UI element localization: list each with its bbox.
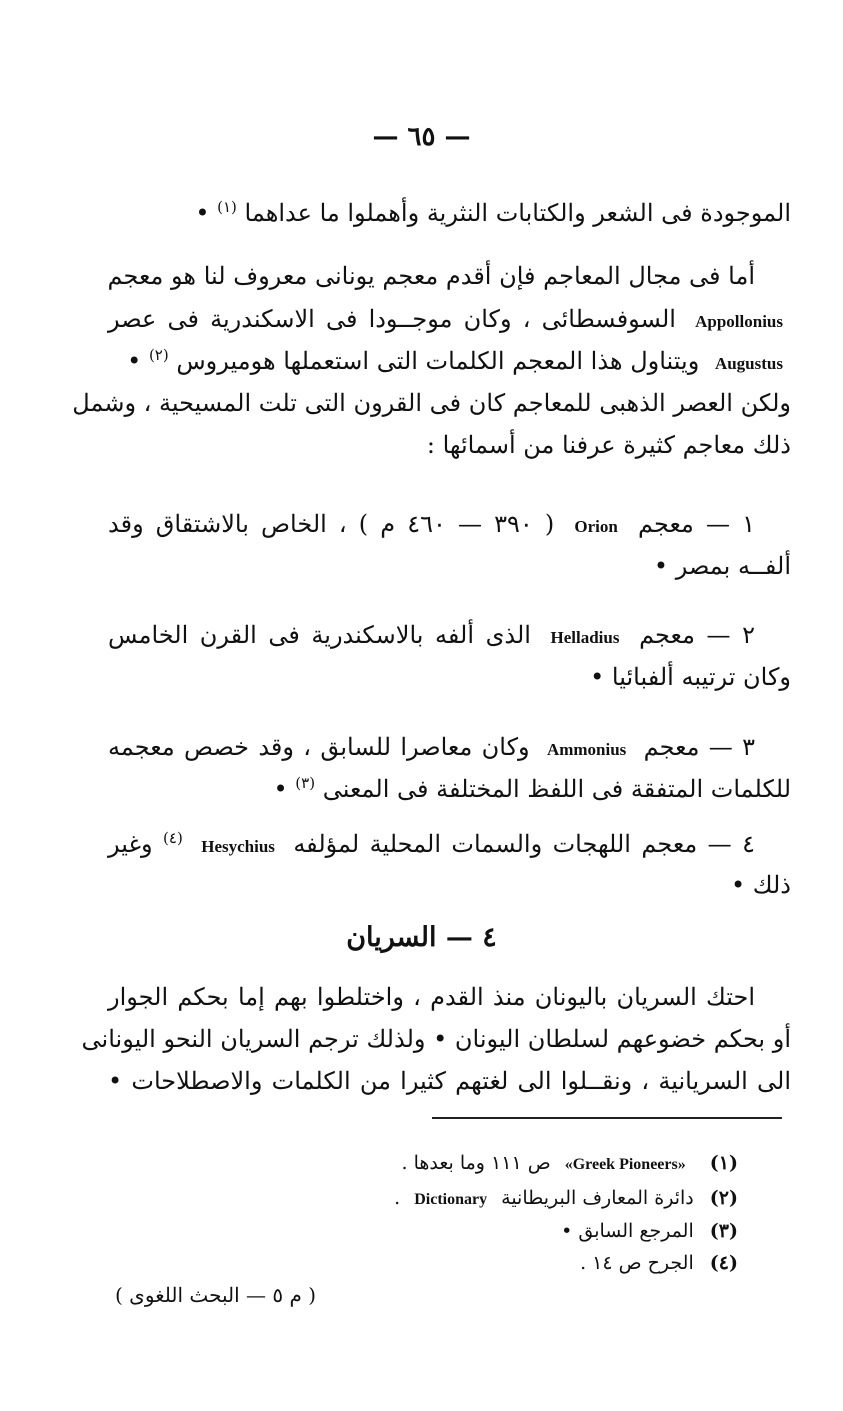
item-3-line-1 [108, 730, 755, 767]
text: الجرح ص ١٤ . [580, 1252, 694, 1274]
text: ص ١١١ وما بعدها . [401, 1152, 551, 1174]
latin-term: Appollonius [695, 312, 783, 331]
footnote-2 [394, 1185, 738, 1213]
running-footer: ( م ٥ — البحث اللغوى ) [115, 1283, 317, 1307]
text: للكلمات المتفقة فى اللفظ المختلفة فى المعنى [322, 775, 791, 803]
footnote-ref: (٤) [163, 829, 183, 847]
footnote-ref: (٣) [295, 774, 316, 792]
footnote-ref: (١) [217, 198, 237, 216]
text: • [195, 199, 210, 227]
latin-term: Hesychius [201, 837, 275, 856]
text: دائرة المعارف البريطانية [501, 1187, 694, 1209]
latin-term: Ammonius [546, 740, 627, 759]
item-3-line-2 [108, 772, 791, 809]
text: ويتناول هذا المعجم الكلمات التى استعملها هوميروس [176, 347, 700, 375]
latin-term: Orion [574, 517, 618, 536]
item-2-line-1 [108, 618, 755, 655]
footnote-number: (٤) [709, 1252, 738, 1274]
text: ٤ — معجم اللهجات والسمات المحلية لمؤلفه [293, 830, 755, 858]
paragraph-3-line-1: احتك السريان باليونان منذ القدم ، واختلطوا بهم إما بحكم الجوار [108, 983, 755, 1011]
footnote-number: (١) [709, 1152, 738, 1174]
item-1-line-1 [108, 507, 755, 544]
paragraph-2-line-5: ذلك معاجم كثيرة عرفنا من أسمائها : [426, 431, 791, 459]
text: وغير [108, 830, 153, 858]
text: المرجع السابق • [561, 1220, 694, 1242]
footnote-4 [580, 1250, 738, 1276]
text: ٢ — معجم [639, 621, 755, 649]
latin-term: Helladius [550, 628, 620, 647]
item-2-line-2: وكان ترتيبه ألفبائيا • [590, 663, 791, 691]
paragraph-3-line-2: أو بحكم خضوعهم لسلطان اليونان • ولذلك ترجم السريان النحو اليونانى [81, 1025, 791, 1053]
text: . [394, 1187, 401, 1209]
item-1-line-2: ألفــه بمصر • [653, 552, 791, 580]
paragraph-2-line-4: ولكن العصر الذهبى للمعاجم كان فى القرون التى تلت المسيحية ، وشمل [72, 389, 791, 417]
latin-term: Dictionary [414, 1191, 488, 1208]
paragraph-2-line-1: أما فى مجال المعاجم فإن أقدم معجم يونانى معروف لنا هو معجم [107, 262, 755, 290]
latin-term: «Greek Pioneers» [564, 1156, 686, 1173]
text: السوفسطائى ، وكان موجــودا فى الاسكندرية فى عصر [108, 305, 676, 333]
footnote-1 [401, 1150, 738, 1178]
section-heading: ٤ — السريان [346, 922, 497, 953]
text: الموجودة فى الشعر والكتابات النثرية وأهملوا ما عداهما [244, 199, 791, 227]
text: ٣ — معجم [643, 733, 756, 761]
footnote-divider [432, 1117, 782, 1119]
text: الذى ألفه بالاسكندرية فى القرن الخامس [108, 621, 531, 649]
item-4-line-2: ذلك • [730, 871, 791, 899]
text: ١ — معجم [637, 510, 755, 538]
paragraph-3-line-3: الى السريانية ، ونقــلوا الى لغتهم كثيرا من الكلمات والاصطلاحات • [108, 1067, 791, 1095]
page-number: — ٦٥ — [372, 122, 471, 152]
footnote-3 [561, 1218, 738, 1244]
paragraph-1-line-1 [108, 196, 791, 233]
paragraph-2-line-2 [108, 302, 791, 339]
text: ( ٣٩٠ — ٤٦٠ م ) ، الخاص بالاشتقاق وقد [108, 510, 555, 538]
footnote-number: (٢) [709, 1187, 738, 1209]
item-4-line-1 [108, 827, 755, 864]
text: وكان معاصرا للسابق ، وقد خصص معجمه [108, 733, 530, 761]
footnote-number: (٣) [709, 1220, 738, 1242]
text: • [273, 775, 288, 803]
footnote-ref: (٢) [148, 346, 169, 364]
paragraph-2-line-3 [108, 344, 791, 381]
text: • [127, 347, 142, 375]
latin-term: Augustus [714, 354, 783, 373]
